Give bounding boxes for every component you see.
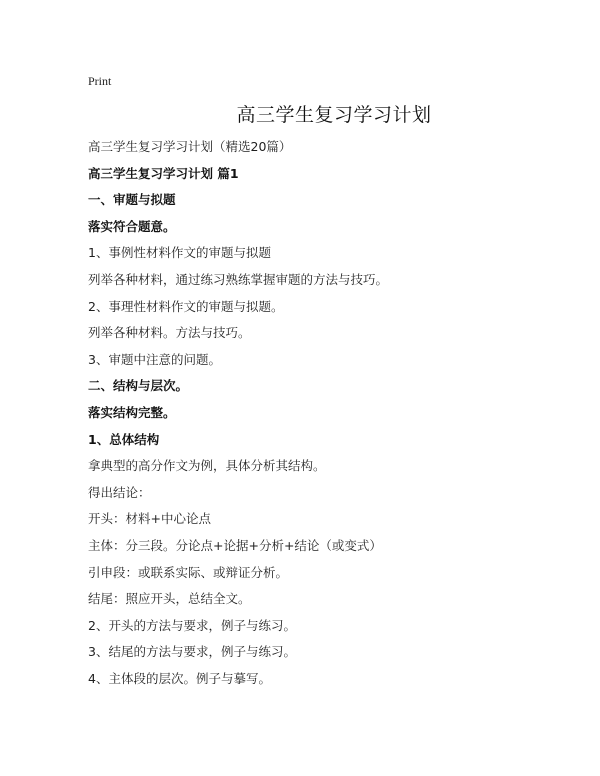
- paragraph-line: 得出结论：: [88, 484, 151, 500]
- paragraph-line: 结尾：照应开头，总结全文。: [88, 591, 251, 607]
- section-heading: 一、审题与拟题: [88, 192, 176, 208]
- section-heading: 1、总体结构: [88, 431, 160, 447]
- paragraph-line: 列举各种材料。方法与技巧。: [88, 325, 251, 341]
- paragraph-line: 3、结尾的方法与要求，例子与练习。: [88, 644, 296, 660]
- paragraph-line: 3、审题中注意的问题。: [88, 351, 221, 367]
- paragraph-line: 高三学生复习学习计划（精选20篇）: [88, 139, 292, 154]
- section-heading: 落实结构完整。: [88, 404, 176, 420]
- document-title: 高三学生复习学习计划: [236, 104, 432, 126]
- paragraph-line: 拿典型的高分作文为例，具体分析其结构。: [88, 458, 326, 474]
- paragraph-line: 开头：材料+中心论点: [88, 511, 211, 527]
- section-heading: 高三学生复习学习计划 篇1: [88, 165, 239, 181]
- paragraph-line: 4、主体段的层次。例子与摹写。: [88, 670, 271, 686]
- section-heading: 落实符合题意。: [88, 218, 176, 234]
- paragraph-line: 主体：分三段。分论点+论据+分析+结论（或变式）: [88, 537, 382, 553]
- print-label: Print: [88, 74, 112, 88]
- paragraph-line: 列举各种材料，通过练习熟练掌握审题的方法与技巧。: [88, 271, 389, 287]
- paragraph-line: 2、事理性材料作文的审题与拟题。: [88, 298, 284, 314]
- section-heading: 二、结构与层次。: [88, 378, 189, 394]
- document-body: [88, 134, 540, 692]
- paragraph-line: 1、事例性材料作文的审题与拟题: [88, 245, 271, 261]
- paragraph-line: 2、开头的方法与要求，例子与练习。: [88, 617, 296, 633]
- paragraph-line: 引申段：或联系实际、或辩证分析。: [88, 564, 289, 580]
